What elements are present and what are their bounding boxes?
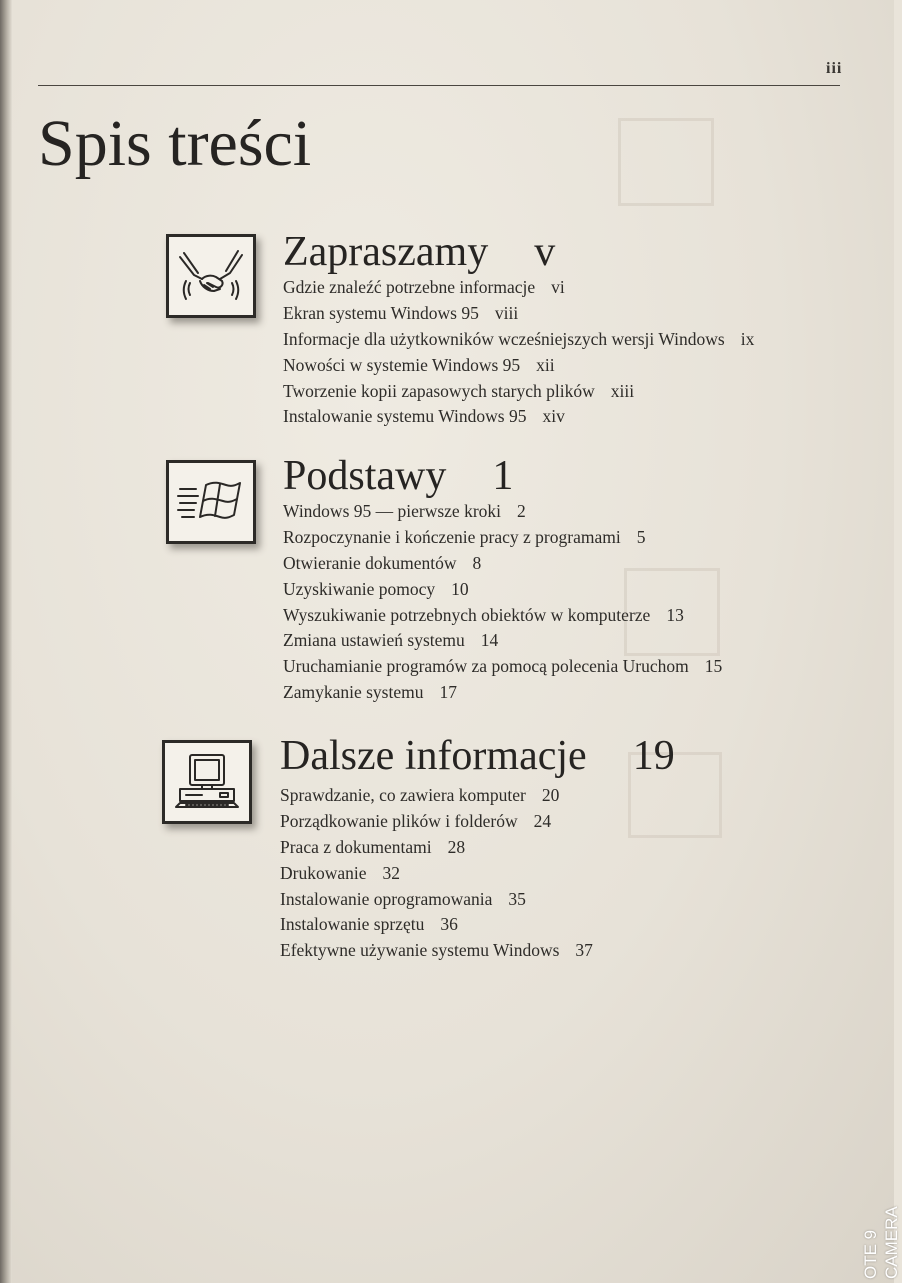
toc-entry[interactable] [283,653,722,679]
toc-entry[interactable] [283,403,754,429]
section-icon-box [162,740,252,824]
entry-page: 10 [451,578,469,599]
section-title-text: Zapraszamy [283,229,489,275]
toc-entry[interactable] [283,550,722,576]
toc-entry[interactable] [280,911,593,937]
entry-page: 32 [382,862,401,883]
entry-text: Windows 95 — pierwsze kroki [283,501,502,521]
toc-entry[interactable] [283,602,722,628]
page-number: iii [826,60,843,77]
section-page-number: 19 [632,733,675,779]
section-title [283,228,555,276]
entry-page: 5 [636,526,646,547]
section-entry-list [283,274,754,429]
toc-entry[interactable] [283,576,722,602]
entry-page: ix [740,328,755,349]
toc-entry[interactable] [283,498,722,524]
toc-entry[interactable] [283,627,722,653]
page-title: Spis treści [38,107,312,180]
entry-page: 37 [575,940,593,961]
entry-text: Ekran systemu Windows 95 [283,302,479,323]
entry-page: vi [551,277,565,297]
section-title-text: Dalsze informacje [280,733,587,779]
toc-entry[interactable] [283,524,722,550]
computer-icon [172,751,242,813]
entry-page: 28 [447,836,466,857]
entry-text: Nowości w systemie Windows 95 [283,354,521,375]
toc-entry[interactable] [280,886,593,912]
entry-text: Instalowanie systemu Windows 95 [283,406,527,427]
header-rule [38,85,840,86]
entry-page: 17 [439,682,457,703]
entry-text: Zamykanie systemu [283,682,424,703]
entry-text: Praca z dokumentami [280,836,432,857]
entry-text: Rozpoczynanie i kończenie pracy z programami [283,526,621,547]
entry-page: xiii [610,380,635,401]
section-title-text: Podstawy [283,453,447,499]
entry-page: 13 [666,604,684,625]
entry-text: Instalowanie sprzętu [280,914,425,935]
entry-text: Uzyskiwanie pomocy [283,578,436,599]
watermark-camera: CAMERA [882,1206,901,1279]
entry-page: xii [536,354,555,375]
section-title [283,452,513,500]
toc-entry[interactable] [280,808,593,834]
section-title [280,732,675,780]
entry-text: Wyszukiwanie potrzebnych obiektów w komputerze [283,604,651,625]
page-binding-edge [0,0,12,1283]
entry-page: 8 [472,552,482,573]
entry-page: 15 [704,656,723,677]
camera-watermark [818,1183,901,1283]
toc-entry[interactable] [283,378,754,404]
entry-text: Otwieranie dokumentów [283,552,457,573]
watermark-model: OTE 9 [861,1229,880,1279]
toc-entry[interactable] [283,679,722,705]
toc-entry[interactable] [283,300,754,326]
entry-page: 36 [440,914,458,935]
entry-page: 35 [508,888,526,909]
toc-entry[interactable] [280,834,593,860]
windows-flag-icon [176,471,246,533]
entry-page: 14 [480,630,499,651]
entry-text: Tworzenie kopii zapasowych starych plików [283,380,595,401]
entry-page: 2 [517,501,526,521]
toc-entry[interactable] [283,274,754,300]
entry-text: Instalowanie oprogramowania [280,888,493,909]
entry-text: Efektywne używanie systemu Windows [280,940,560,961]
entry-text: Zmiana ustawień systemu [283,630,465,651]
show-through-box [618,118,714,206]
entry-text: Porządkowanie plików i folderów [280,810,518,831]
section-page-number: v [534,229,556,275]
entry-text: Informacje dla użytkowników wcześniejszych wersji Windows [283,328,725,349]
section-entry-list [280,782,593,963]
entry-text: Uruchamianie programów za pomocą polecenia Uruchom [283,656,689,677]
toc-entry[interactable] [280,937,593,963]
entry-page: xiv [542,406,565,427]
toc-entry[interactable] [280,860,593,886]
entry-text: Sprawdzanie, co zawiera komputer [280,785,526,805]
section-entry-list [283,498,722,705]
entry-text: Drukowanie [280,862,367,883]
entry-page: 20 [541,785,560,805]
section-page-number: 1 [492,453,514,499]
toc-entry[interactable] [283,352,754,378]
entry-text: Gdzie znaleźć potrzebne informacje [283,277,536,297]
toc-entry[interactable] [280,782,593,808]
handshake-icon [176,245,246,307]
section-icon-box [166,460,256,544]
toc-entry[interactable] [283,326,754,352]
section-icon-box [166,234,256,318]
entry-page: viii [494,302,519,323]
entry-page: 24 [533,810,552,831]
